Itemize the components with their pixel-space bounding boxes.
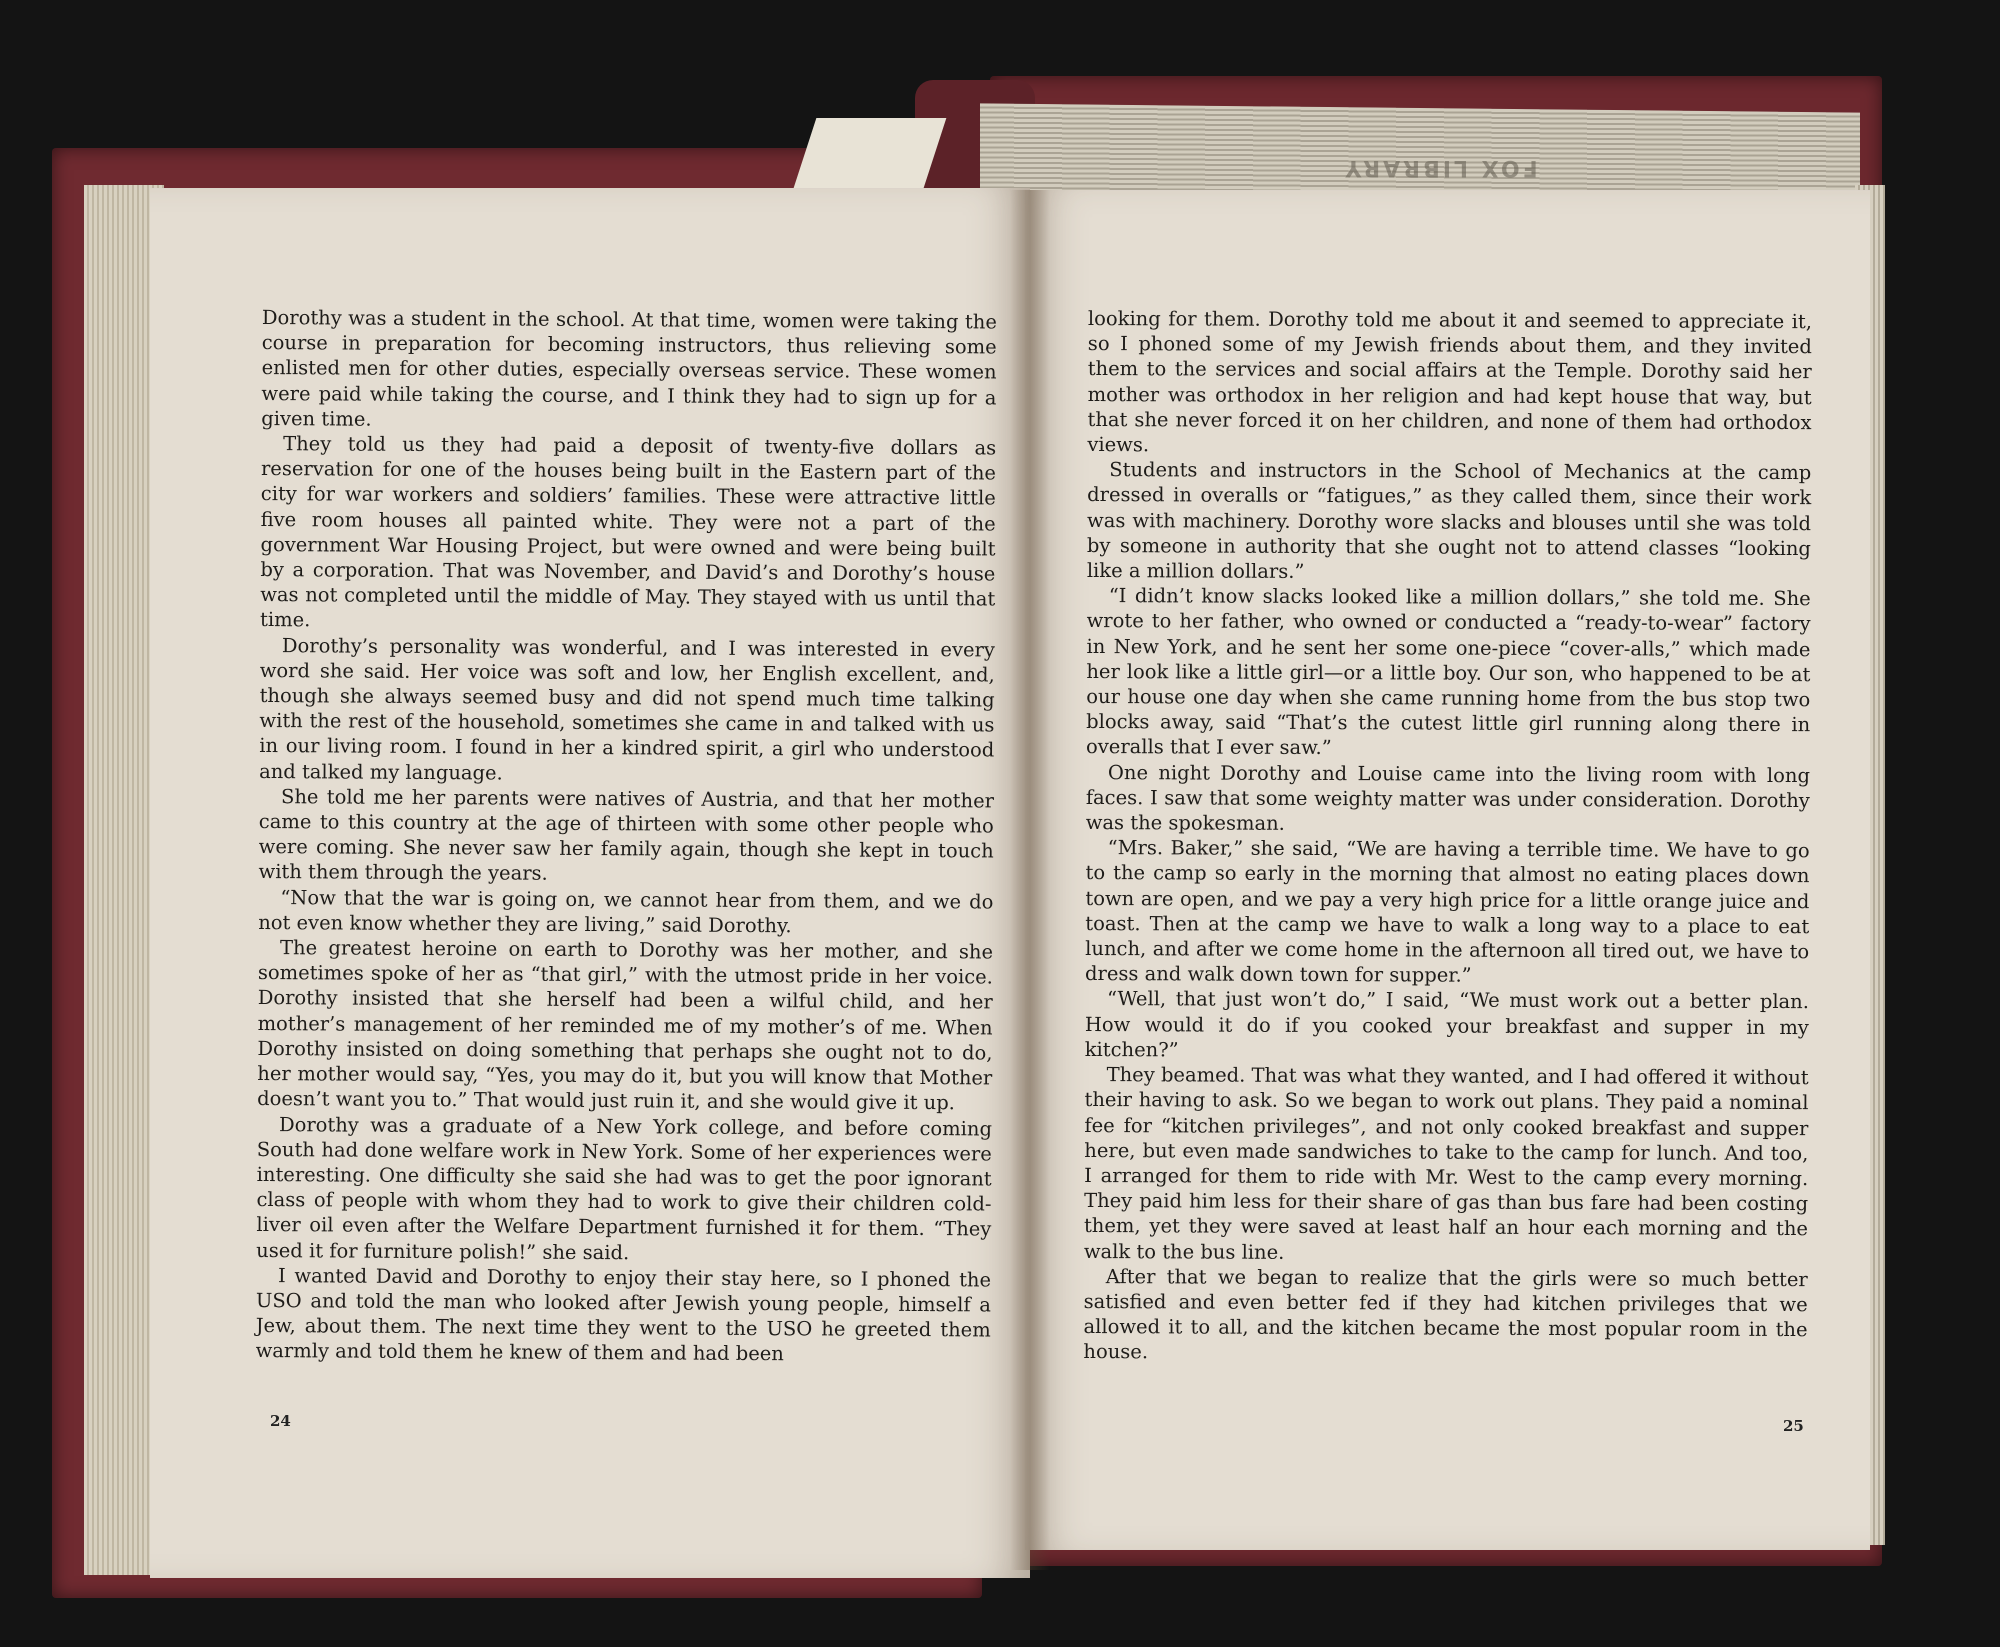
paragraph: I wanted David and Dorothy to enjoy their stay here, so I phoned the USO and told the man who looked after Jewish young people, himself a Jew, about them. The next time they went to the USO he greeted them warmly and told them he knew of them and had been xyxy=(255,1263,992,1366)
paragraph: One night Dorothy and Louise came into the living room with long faces. I saw that some weighty matter was under consideration. Dorothy was the spokesman. xyxy=(1085,760,1811,835)
left-page-body xyxy=(256,305,997,1368)
page-number-right: 25 xyxy=(1783,1417,1804,1435)
spine-stamp: FOX LIBRARY xyxy=(1342,155,1538,180)
paragraph: “Well, that just won’t do,” I said, “We must work out a better plan. How would it do if you cooked your breakfast and supper in my kitchen?” xyxy=(1084,987,1810,1062)
paragraph: Dorothy was a student in the school. At that time, women were taking the course in preparation for becoming instructors, thus relieving some enlisted men for other duties, especially overseas service. These women were paid while taking the course, and I think they had to sign up for a given time. xyxy=(261,305,997,431)
paragraph: The greatest heroine on earth to Dorothy was her mother, and she sometimes spoke of her as “that girl,” with the utmost pride in her voice. Dorothy insisted that she herself had been a wilful child, and her mother’s management of her reminded me of my mother’s of me. When Dorothy insisted on doing something that perhaps she ought not to do, her mother would say, “Yes, you may do it, but you will know that Mother doesn’t want you to.” That would just ruin it, and she would give it up. xyxy=(257,936,994,1115)
paragraph: “I didn’t know slacks looked like a million dollars,” she told me. She wrote to her father, who owned or conducted a “ready-to-wear” factory in New York, and he sent her some one-piece “cover-alls,” which made her look like a little girl—or a little boy. Our son, who happened to be at our house one day when she came running home from the bus stop two blocks away, said “That’s the cutest little girl running along there in overalls that I ever saw.” xyxy=(1086,584,1811,760)
paragraph: They told us they had paid a deposit of twenty-five dollars as reservation for one of the houses being built in the Eastern part of the city for war workers and soldiers’ families. These were attractive little five room houses all painted white. They were not a part of the government War Housing Project, but were owned and were being built by a corporation. That was November, and David’s and Dorothy’s house was not completed until the middle of May. They stayed with us until that time. xyxy=(260,432,997,632)
flyleaf-corner xyxy=(794,118,947,188)
paragraph: “Mrs. Baker,” she said, “We are having a terrible time. We have to go to the camp so early in the morning that almost no eating places down town are open, and we pay a very high price for a little orange juice and toast. Then at the camp we have to walk a long way to a place to eat lunch, and after we come home in the afternoon all tired out, we have to dress and walk down town for supper.” xyxy=(1085,836,1810,987)
right-page-body xyxy=(1083,306,1812,1368)
paragraph: She told me her parents were natives of Austria, and that her mother came to this country at the age of thirteen with some other people who were coming. She never saw her family again, though she kept in touch with them through the years. xyxy=(258,784,995,886)
paragraph: They beamed. That was what they wanted, and I had offered it without their having to ask. So we began to work out plans. They paid a nominal fee for “kitchen privileges”, and not only cooked breakfast and supper here, but even made sandwiches to take to the camp for lunch. And too, I arranged for them to ride with Mr. West to the camp every morning. They paid him less for their share of gas than bus fare had been costing them, yet they were saved at least half an hour each morning and the walk to the bus line. xyxy=(1083,1063,1809,1264)
page-gutter xyxy=(1010,190,1050,1570)
paragraph: After that we began to realize that the girls were so much better satisfied and even better fed if they had kitchen privileges that we allowed it to all, and the kitchen became the most popular room in the house. xyxy=(1083,1264,1808,1364)
paragraph: Students and instructors in the School of Mechanics at the camp dressed in overalls or “fatigues,” as they called them, since their work was with machinery. Dorothy wore slacks and blouses until she was told by someone in authority that she ought not to attend classes “looking like a million dollars.” xyxy=(1086,458,1812,583)
page-number-left: 24 xyxy=(270,1412,291,1430)
paragraph: looking for them. Dorothy told me about it and seemed to appreciate it, so I phoned some of my Jewish friends about them, and they invited them to the services and social affairs at the Temple. Dorothy said her mother was orthodox in her religion and had kept house that way, but that she never forced it on her children, and none of them had orthodox views. xyxy=(1087,307,1812,457)
paragraph: “Now that the war is going on, we cannot hear from them, and we do not even know whether they are living,” said Dorothy. xyxy=(258,885,994,938)
paragraph: Dorothy’s personality was wonderful, and I was interested in every word she said. Her voice was soft and low, her English excellent, and, though she always seemed busy and did not spend much time talking with the rest of the household, sometimes she came in and talked with us in our living room. I found in her a kindred spirit, a girl who understood and talked my language. xyxy=(259,633,995,785)
paragraph: Dorothy was a graduate of a New York college, and before coming South had done welfare work in New York. Some of her experiences were interesting. One difficulty she said she had was to get the poor ignorant class of people with whom they had to work to give their children cold-liver oil even after the Welfare Department furnished it for them. “They used it for furniture polish!” she said. xyxy=(256,1112,993,1264)
